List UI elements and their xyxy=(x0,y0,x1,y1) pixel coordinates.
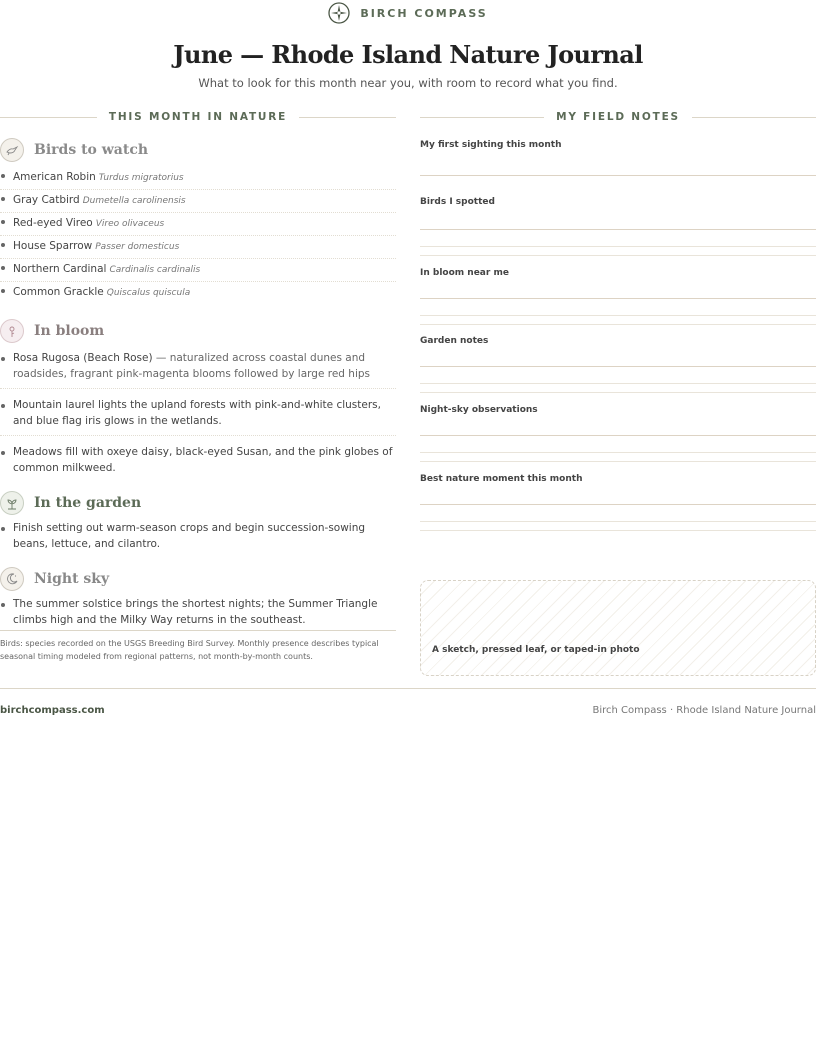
footer-credit: Birch Compass · Rhode Island Nature Journal xyxy=(592,705,816,716)
note-field-night-sky[interactable] xyxy=(420,405,816,462)
bird-icon xyxy=(0,138,24,162)
sketch-label: A sketch, pressed leaf, or taped-in photo xyxy=(432,645,640,655)
footer-divider xyxy=(0,688,816,689)
writing-line[interactable] xyxy=(420,461,816,462)
list-item: House Sparrow Passer domesticus xyxy=(0,236,396,259)
note-field-birds[interactable] xyxy=(420,197,816,256)
list-item: Red-eyed Vireo Vireo olivaceus xyxy=(0,213,396,236)
field-notes-column xyxy=(420,108,816,531)
writing-line[interactable] xyxy=(420,366,816,367)
list-item: The summer solstice brings the shortest nights; the Summer Triangle climbs high and the Milky Way returns in the southeast. xyxy=(0,596,396,628)
compass-icon xyxy=(328,2,350,24)
writing-line[interactable] xyxy=(420,521,816,522)
page-title: June — Rhode Island Nature Journal xyxy=(173,40,643,69)
bird-list xyxy=(0,167,396,305)
writing-line[interactable] xyxy=(420,324,816,325)
section-heading-nature xyxy=(0,108,396,126)
note-field-best-moment[interactable] xyxy=(420,474,816,531)
page-subtitle: What to look for this month near you, with room to record what you find. xyxy=(198,76,618,90)
category-sky xyxy=(0,567,396,591)
bloom-list xyxy=(0,350,396,476)
nature-column xyxy=(0,108,396,628)
field-label: Best nature moment this month xyxy=(420,474,583,484)
sketch-box[interactable] xyxy=(420,580,816,676)
field-label: Garden notes xyxy=(420,336,489,346)
writing-line[interactable] xyxy=(420,298,816,299)
list-item: Finish setting out warm-season crops and begin succession-sowing beans, lettuce, and cilantro. xyxy=(0,520,396,552)
list-item: Meadows fill with oxeye daisy, black-eyed Susan, and the pink globes of common milkweed. xyxy=(0,444,396,476)
writing-line[interactable] xyxy=(420,530,816,531)
writing-line[interactable] xyxy=(420,246,816,247)
section-heading-label: THIS MONTH IN NATURE xyxy=(108,111,288,123)
writing-line[interactable] xyxy=(420,175,816,176)
writing-line[interactable] xyxy=(420,315,816,316)
garden-list xyxy=(0,520,396,552)
writing-line[interactable] xyxy=(420,229,816,230)
category-garden xyxy=(0,491,396,515)
sky-list xyxy=(0,596,396,628)
category-bloom xyxy=(0,319,396,343)
writing-line[interactable] xyxy=(420,504,816,505)
section-heading-notes xyxy=(420,108,816,126)
field-label: In bloom near me xyxy=(420,268,509,278)
section-heading-label: MY FIELD NOTES xyxy=(556,111,680,123)
category-title: In the garden xyxy=(34,495,142,511)
sprout-icon xyxy=(0,491,24,515)
category-title: In bloom xyxy=(34,323,105,339)
note-field-bloom[interactable] xyxy=(420,268,816,325)
category-title: Night sky xyxy=(34,571,110,587)
flower-icon xyxy=(0,319,24,343)
category-title: Birds to watch xyxy=(34,142,149,158)
note-field-first-sighting[interactable] xyxy=(420,140,816,176)
brand-header xyxy=(0,1,816,25)
list-item: Northern Cardinal Cardinalis cardinalis xyxy=(0,259,396,282)
footer-site: birchcompass.com xyxy=(0,705,105,716)
list-item: Gray Catbird Dumetella carolinensis xyxy=(0,190,396,213)
writing-line[interactable] xyxy=(420,255,816,256)
writing-line[interactable] xyxy=(420,383,816,384)
list-item: Common Grackle Quiscalus quiscula xyxy=(0,282,396,305)
field-label: Birds I spotted xyxy=(420,197,495,207)
brand-name: BIRCH COMPASS xyxy=(360,6,488,20)
writing-line[interactable] xyxy=(420,452,816,453)
writing-line[interactable] xyxy=(420,392,816,393)
list-item: Rosa Rugosa (Beach Rose) — naturalized across coastal dunes and roadsides, fragrant pink-magenta blooms followed by large red hips xyxy=(0,350,396,389)
field-label: Night-sky observations xyxy=(420,405,538,415)
list-item: American Robin Turdus migratorius xyxy=(0,167,396,190)
moon-icon xyxy=(0,567,24,591)
field-label: My first sighting this month xyxy=(420,140,562,150)
writing-line[interactable] xyxy=(420,435,816,436)
source-footnote: Birds: species recorded on the USGS Breeding Bird Survey. Monthly presence describes typical seasonal timing modeled from regional patterns, not month-by-month counts. xyxy=(0,630,396,663)
list-item: Mountain laurel lights the upland forests with pink-and-white clusters, and blue flag iris glows in the wetlands. xyxy=(0,397,396,436)
category-birds xyxy=(0,138,396,162)
note-field-garden[interactable] xyxy=(420,336,816,393)
